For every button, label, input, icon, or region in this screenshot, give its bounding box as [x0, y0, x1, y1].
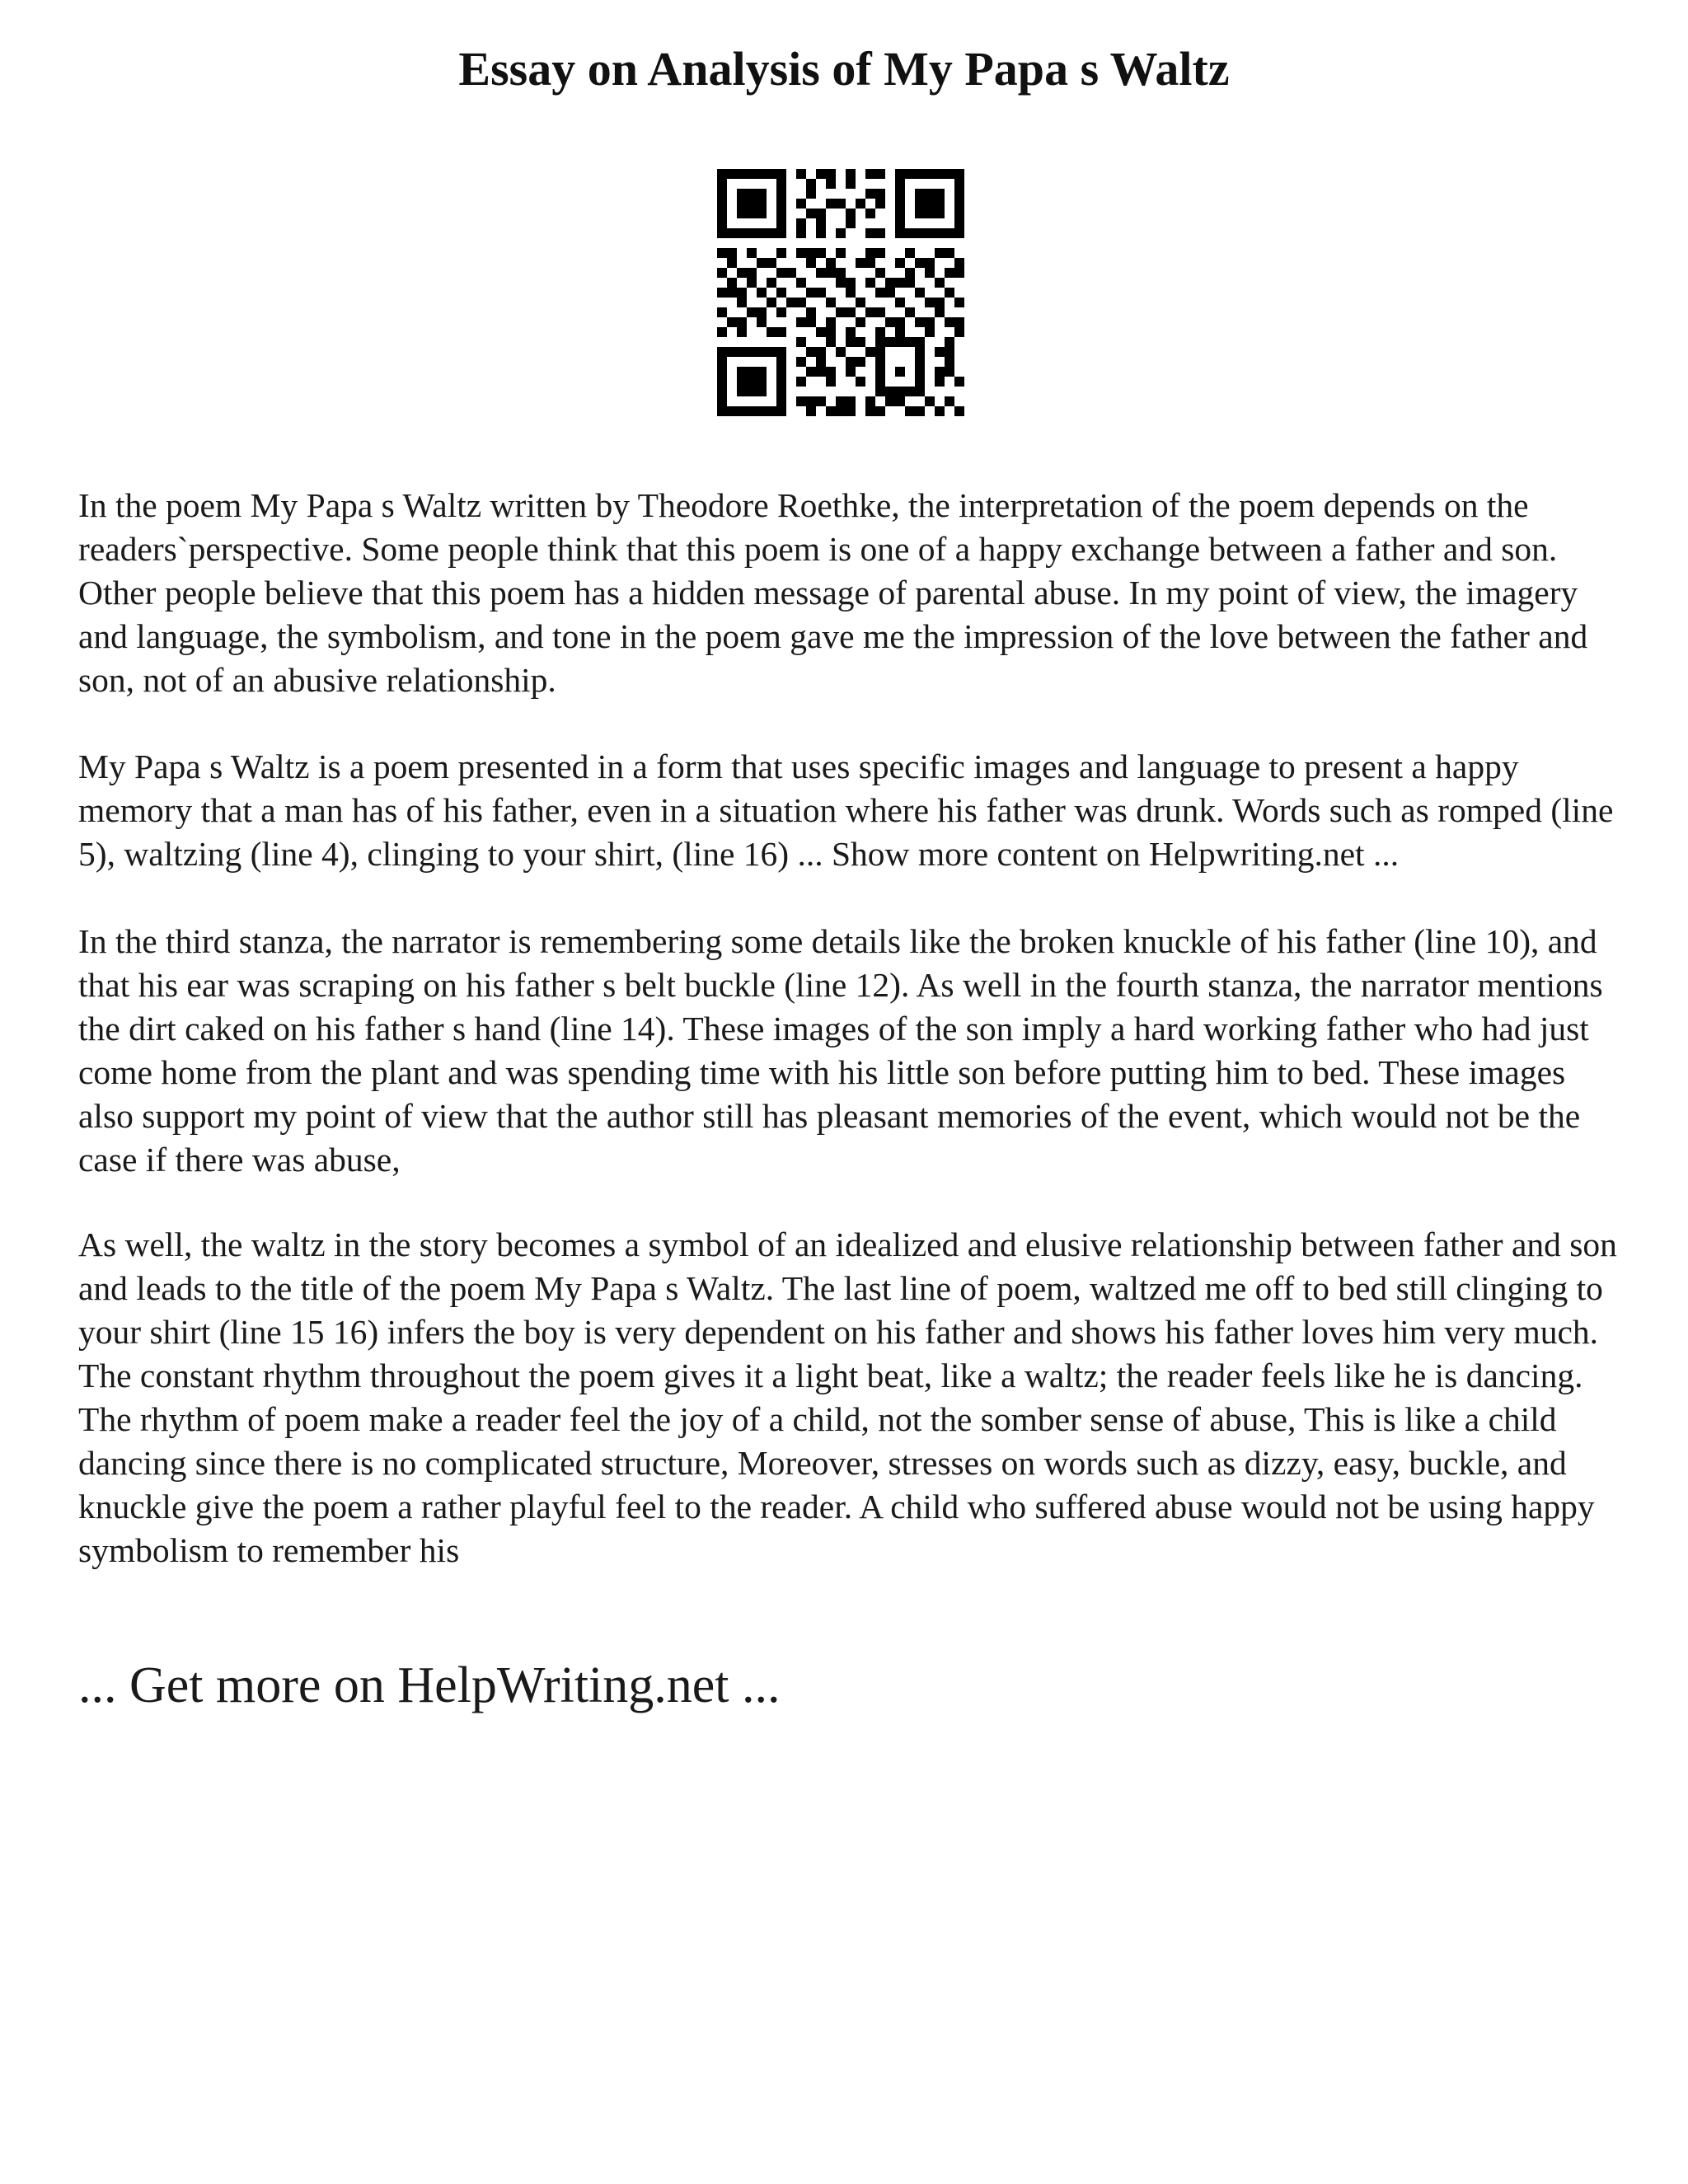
get-more-link[interactable]: ... Get more on HelpWriting.net ... — [78, 1657, 781, 1713]
document-title: Essay on Analysis of My Papa s Waltz — [458, 42, 1230, 96]
paragraph-1: In the poem My Papa s Waltz written by Theodore Roethke, the interpretation of the poem depends on the readers`perspective. Some people think that this poem is one of a happy exchange between a father and son. Other people believe that this poem has a hidden message of parental abuse. In my point of view, the imagery and language, the symbolism, and tone in the poem gave me the impression of the love between the father and son, not of an abusive relationship. — [78, 486, 1588, 699]
paragraph-4: As well, the waltz in the story becomes a symbol of an idealized and elusive relationship between father and son and leads to the title of the poem My Papa s Waltz. The last line of poem, waltzed me off to bed still clinging to your shirt (line 15 16) infers the boy is very dependent on his father and shows his father loves him very much. The constant rhythm throughout the poem gives it a light beat, like a waltz; the reader feels like he is dancing. The rhythm of poem make a reader feel the joy of a child, not the somber sense of abuse, This is like a child dancing since there is no complicated structure, Moreover, stresses on words such as dizzy, easy, buckle, and knuckle give the poem a rather playful feel to the reader. A child who suffered abuse would not be using happy symbolism to remember his — [78, 1226, 1617, 1569]
qr-code-icon — [717, 169, 964, 416]
paragraph-3: In the third stanza, the narrator is remembering some details like the broken knuckle of his father (line 10), and that his ear was scraping on his father s belt buckle (line 12). As well in the fourth stanza, the narrator mentions the dirt caked on his father s hand (line 14). These images of the son imply a hard working father who had just come home from the plant and was spending time with his little son before putting him to bed. These images also support my point of view that the author still has pleasant memories of the event, which would not be the case if there was abuse, — [78, 922, 1603, 1179]
paragraph-2: My Papa s Waltz is a poem presented in a form that uses specific images and language to present a happy memory that a man has of his father, even in a situation where his father was drunk. Words such as romped (line 5), waltzing (line 4), clinging to your shirt, (line 16) ... Show more content on Helpwriting.net ... — [78, 748, 1614, 873]
